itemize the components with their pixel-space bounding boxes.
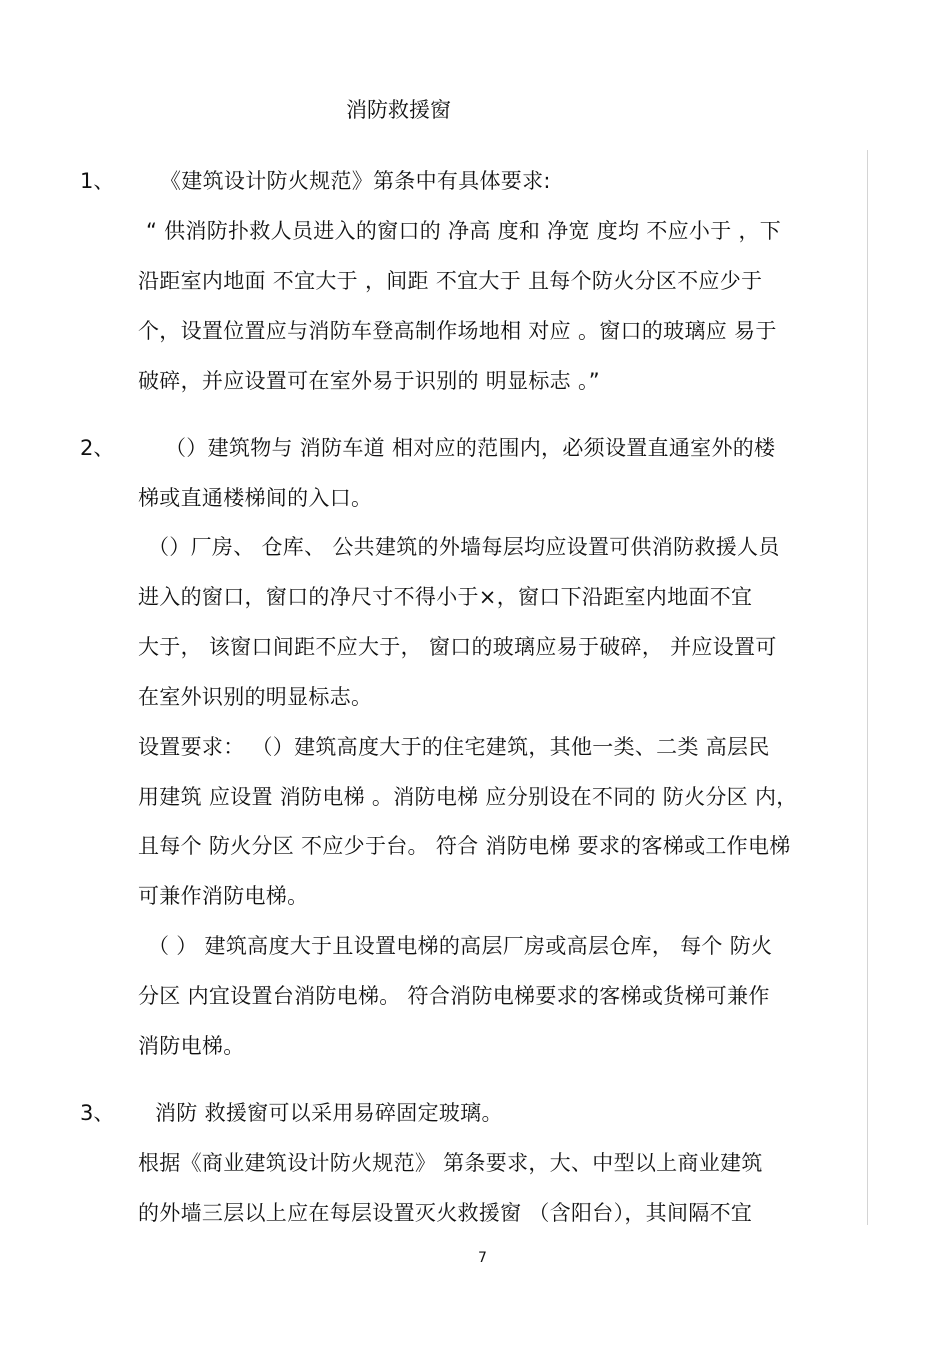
section-1-number: 1、 [80, 169, 115, 193]
section-2-line-5: 大于， 该窗口间距不应大于， 窗口的玻璃应易于破碎， 并应设置可 [138, 635, 777, 659]
section-3-line-2: 根据《商业建筑设计防火规范》 第条要求，大、中型以上商业建筑 [138, 1151, 763, 1175]
section-2-line-3: （）厂房、 仓库、 公共建筑的外墙每层均应设置可供消防救援人员 [148, 535, 780, 559]
section-2-line-9: 且每个 防火分区 不应少于台。 符合 消防电梯 要求的客梯或工作电梯 [138, 834, 791, 858]
section-2-line-6: 在室外识别的明显标志。 [138, 685, 373, 709]
section-2-line-10: 可兼作消防电梯。 [138, 884, 309, 908]
section-2-line-1: （）建筑物与 消防车道 相对应的范围内，必须设置直通室外的楼 [165, 436, 776, 460]
section-2-line-13: 消防电梯。 [138, 1034, 245, 1058]
section-1-line-2: “ 供消防扑救人员进入的窗口的 净高 度和 净宽 度均 不应小于 ，下 [146, 219, 782, 243]
section-2-line-2: 梯或直通楼梯间的入口。 [138, 486, 373, 510]
section-1-line-4: 个，设置位置应与消防车登高制作场地相 对应 。窗口的玻璃应 易于 [138, 319, 777, 343]
section-1-line-5: 破碎，并应设置可在室外易于识别的 明显标志 。” [138, 369, 600, 393]
page-title: 消防救援窗 [346, 98, 451, 122]
section-2-line-11: （ ） 建筑高度大于且设置电梯的高层厂房或高层仓库， 每个 防火 [148, 934, 773, 958]
section-2-line-4: 进入的窗口，窗口的净尺寸不得小于×，窗口下沿距室内地面不宜 [138, 585, 753, 609]
section-3-line-3: 的外墙三层以上应在每层设置灭火救援窗 （含阳台），其间隔不宜 [138, 1201, 753, 1225]
page-edge-rule [867, 150, 868, 1225]
section-2-number: 2、 [80, 436, 115, 460]
section-2-line-7: 设置要求： （）建筑高度大于的住宅建筑，其他一类、二类 高层民 [138, 735, 770, 759]
section-3-number: 3、 [80, 1101, 115, 1125]
page-number: 7 [478, 1250, 487, 1266]
section-3-line-1: 消防 救援窗可以采用易碎固定玻璃。 [155, 1101, 503, 1125]
section-1-line-1: 《建筑设计防火规范》第条中有具体要求: [160, 169, 551, 193]
section-2-line-8: 用建筑 应设置 消防电梯 。消防电梯 应分别设在不同的 防火分区 内， [138, 785, 798, 809]
section-2-line-12: 分区 内宜设置台消防电梯。 符合消防电梯要求的客梯或货梯可兼作 [138, 984, 770, 1008]
section-1-line-3: 沿距室内地面 不宜大于 ，间距 不宜大于 且每个防火分区不应少于 [138, 269, 763, 293]
